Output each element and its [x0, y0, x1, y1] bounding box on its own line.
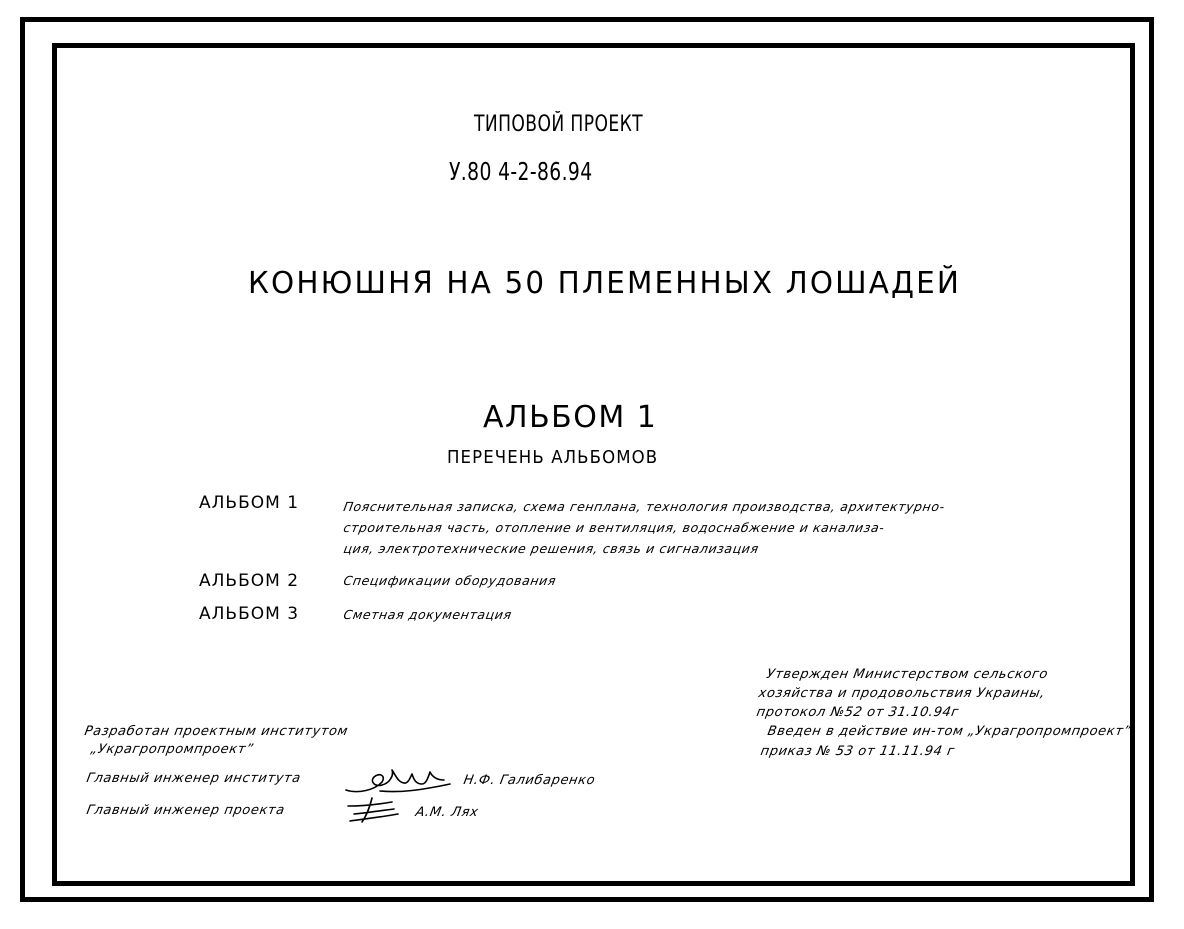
album-2-description: Спецификации оборудования	[342, 573, 558, 588]
approval-line: Утвержден Министерством сельского	[765, 667, 1050, 682]
album-list-title: ПЕРЕЧЕНЬ АЛЬБОМОВ	[447, 447, 659, 468]
album-1-description-line: ция, электротехнические решения, связь и сигнализация	[342, 541, 761, 556]
approval-line: приказ № 53 от 11.11.94 г	[759, 744, 956, 759]
developer-institute-name: „Украгропромпроект”	[89, 742, 255, 757]
type-label: ТИПОВОЙ ПРОЕКТ	[474, 112, 644, 137]
chief-engineer-institute-name: Н.Ф. Галибаренко	[462, 773, 597, 788]
album-heading: АЛЬБОМ 1	[483, 400, 658, 435]
album-3-label: АЛЬБОМ 3	[199, 604, 300, 624]
album-3-description: Сметная документация	[342, 607, 514, 622]
main-title: КОНЮШНЯ НА 50 ПЛЕМЕННЫХ ЛОШАДЕЙ	[248, 266, 962, 301]
project-number: У.80 4-2-86.94	[449, 157, 593, 186]
chief-engineer-project-role: Главный инженер проекта	[85, 803, 286, 818]
album-2-label: АЛЬБОМ 2	[199, 571, 300, 591]
album-1-description-line: строительная часть, отопление и вентиляция, водоснабжение и канализа-	[342, 520, 886, 535]
approval-line: Введен в действие ин-том „Украгропромпроект”	[766, 724, 1133, 739]
approval-line: хозяйства и продовольствия Украины,	[757, 686, 1047, 701]
album-1-description-line: Пояснительная записка, схема генплана, технология производства, архитектурно-	[342, 499, 947, 514]
chief-engineer-project-name: А.М. Лях	[414, 805, 480, 820]
approval-line: протокол №52 от 31.10.94г	[755, 705, 961, 720]
album-1-label: АЛЬБОМ 1	[199, 493, 300, 513]
developer-line: Разработан проектным институтом	[83, 724, 350, 739]
chief-engineer-project-signature	[344, 792, 402, 826]
chief-engineer-institute-role: Главный инженер института	[85, 771, 302, 786]
